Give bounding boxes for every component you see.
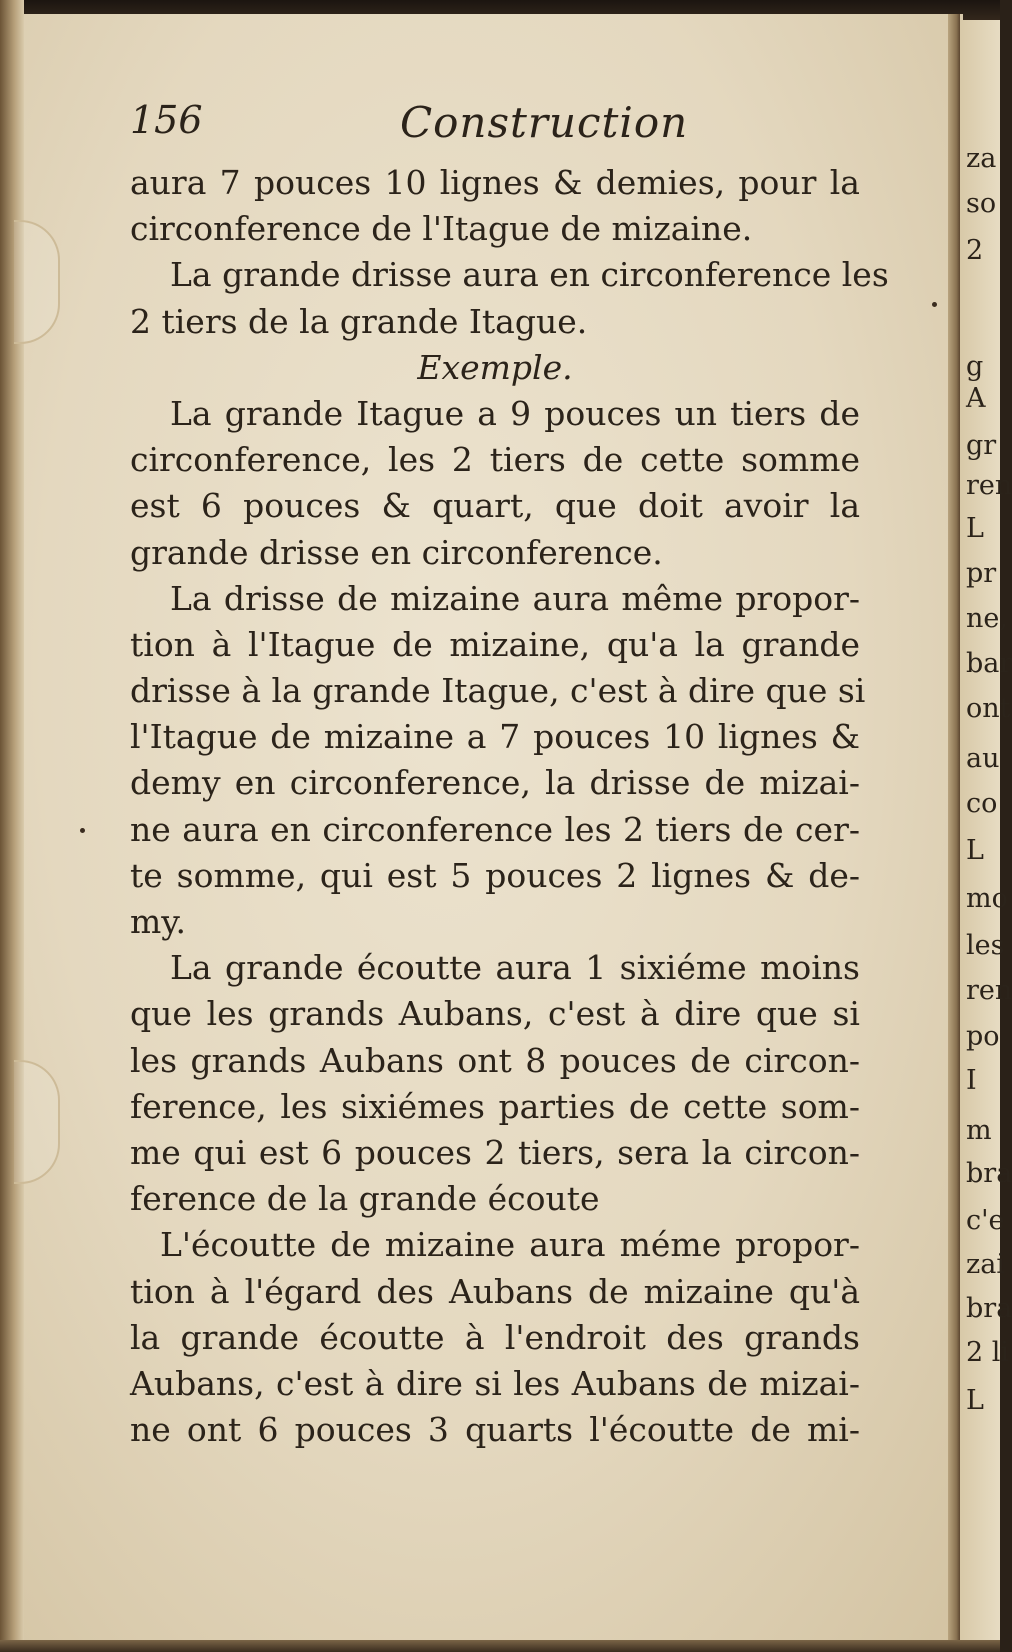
next-page-fragment: mo <box>966 883 1008 914</box>
next-page-fragment: bar <box>966 648 1012 679</box>
next-page-fragment: bra <box>966 1158 1012 1189</box>
text-line: ference de la grande écoute <box>130 1179 600 1219</box>
text-line: que les grands Aubans, c'est à dire que si <box>130 994 860 1034</box>
next-page-fragment: ne, <box>966 603 1008 634</box>
next-page-fragment: c'e <box>966 1205 1005 1236</box>
next-page-fragment: pr <box>966 558 997 589</box>
text-line: la grande écoutte à l'endroit des grands <box>130 1317 860 1357</box>
ink-speck <box>932 302 937 307</box>
text-line: La grande drisse aura en circonference les <box>170 255 889 295</box>
next-page-fragment: co <box>966 788 998 819</box>
text-line: est 6 pouces & quart, que doit avoir la <box>130 486 860 526</box>
next-page-fragment: gr <box>966 430 997 461</box>
text-line: l'Itague de mizaine a 7 pouces 10 lignes & <box>130 717 860 757</box>
next-page-fragment: 2 <box>966 235 984 266</box>
text-line: my. <box>130 902 187 941</box>
page-number: 156 <box>130 98 203 142</box>
body-text <box>130 160 889 1453</box>
text-line: te somme, qui est 5 pouces 2 lignes & de- <box>130 855 860 895</box>
next-page-fragment: au <box>966 743 1000 774</box>
text-line: ne aura en circonference les 2 tiers de cer- <box>130 809 860 849</box>
text-line: les grands Aubans ont 8 pouces de circon- <box>130 1040 860 1080</box>
text-line: grande drisse en circonference. <box>130 532 663 572</box>
next-page-fragment: po <box>966 1021 1000 1052</box>
text-line: me qui est 6 pouces 2 tiers, sera la circon- <box>130 1132 860 1172</box>
text-line: ne ont 6 pouces 3 quarts l'écoutte de mi- <box>130 1410 860 1450</box>
next-page-fragment: I <box>966 1065 977 1096</box>
text-line: tion à l'égard des Aubans de mizaine qu'à <box>130 1271 860 1311</box>
text-line: aura 7 pouces 10 lignes & demies, pour la <box>130 163 860 202</box>
text-line: 2 tiers de la grande Itague. <box>130 301 588 341</box>
next-page-fragment: ren <box>966 975 1012 1006</box>
next-page-fragment: so <box>966 188 997 219</box>
next-page-fragment: zai <box>966 1249 1005 1280</box>
page-tab-lower <box>14 1060 60 1184</box>
next-page-fragment: bra <box>966 1293 1012 1324</box>
text-line: La grande écoutte aura 1 sixiéme moins <box>170 948 860 988</box>
next-page-fragment: L <box>966 835 984 866</box>
text-line: Aubans, c'est à dire si les Aubans de mizai- <box>130 1363 860 1403</box>
running-title: Construction <box>400 98 689 147</box>
next-page-fragment: ren <box>966 470 1012 501</box>
next-page-fragment: g <box>966 351 984 382</box>
gutter-shadow <box>948 14 960 1640</box>
next-page-fragment: m <box>966 1115 992 1146</box>
next-page-fragment: A <box>966 383 986 414</box>
next-page-fragment: L <box>966 1385 984 1416</box>
next-page-strip <box>960 20 1012 1640</box>
next-page-fragment: les <box>966 930 1005 961</box>
next-page-fragment: za <box>966 143 997 174</box>
bottom-edge <box>0 1640 1000 1652</box>
next-page-fragment: 2 li <box>966 1337 1010 1368</box>
text-line: demy en circonference, la drisse de mizai- <box>130 763 860 803</box>
text-line: drisse à la grande Itague, c'est à dire que si <box>130 671 866 711</box>
next-page-fragment: L <box>966 513 984 544</box>
page-tab-upper <box>14 220 60 344</box>
text-line: circonference de l'Itague de mizaine. <box>130 209 753 249</box>
text-line: tion à l'Itague de mizaine, qu'a la grande <box>130 624 860 664</box>
page-header <box>130 98 860 152</box>
text-line: ference, les sixiémes parties de cette som- <box>130 1086 860 1126</box>
ink-speck <box>80 828 85 833</box>
section-heading: Exemple. <box>417 347 573 387</box>
text-line: La drisse de mizaine aura même propor- <box>170 578 860 618</box>
text-line: L'écoutte de mizaine aura méme propor- <box>160 1225 860 1265</box>
text-line: La grande Itague a 9 pouces un tiers de <box>170 393 860 433</box>
next-page-fragment: ont <box>966 693 1011 724</box>
text-line: circonference, les 2 tiers de cette somme <box>130 440 860 480</box>
